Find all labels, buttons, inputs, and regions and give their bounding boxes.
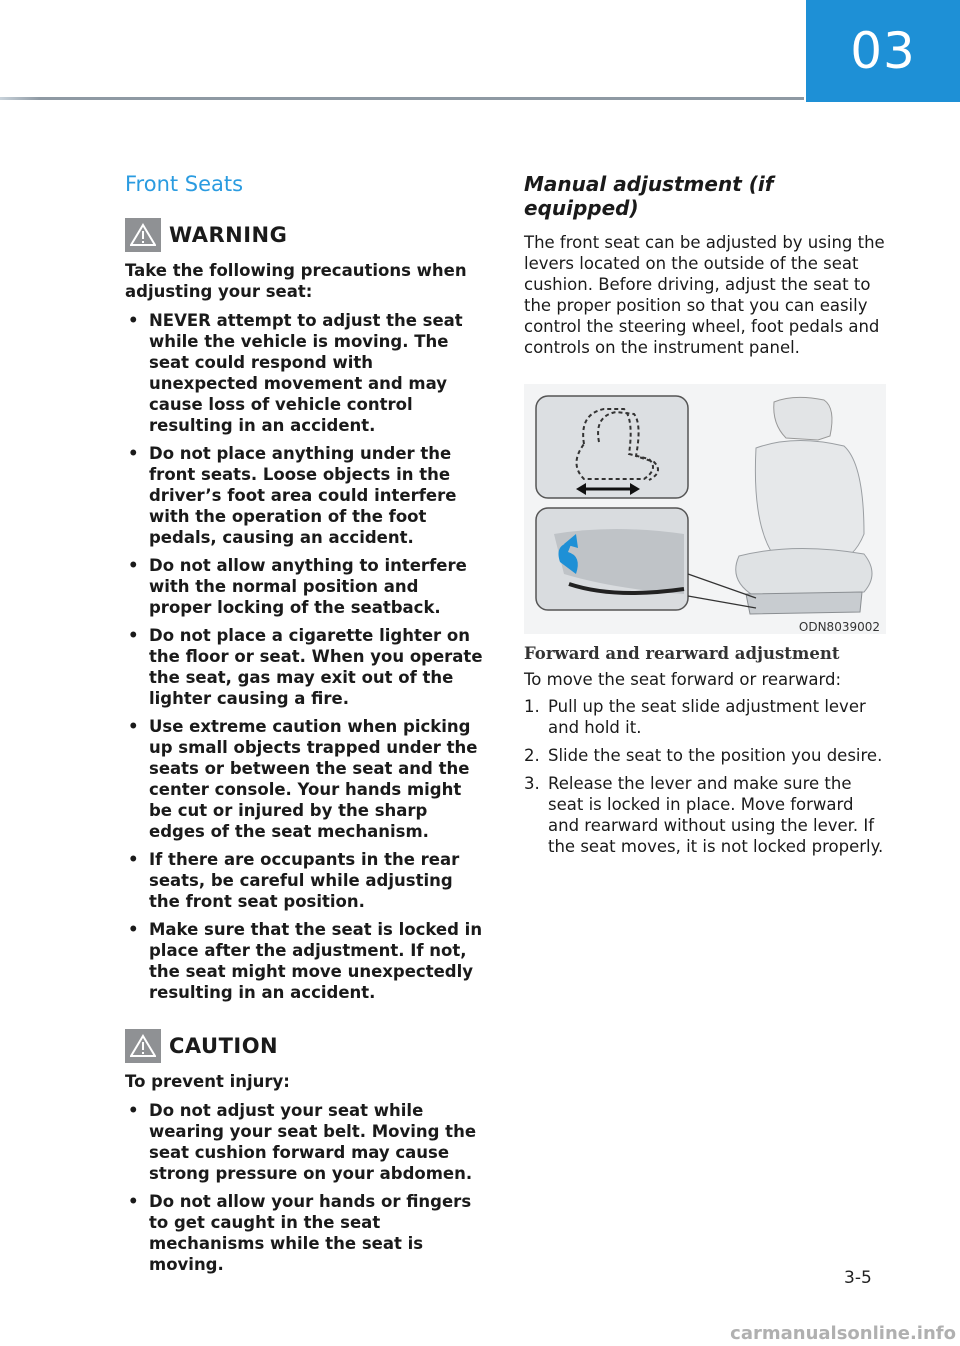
warning-intro: Take the following precautions when adjusting your seat:	[125, 261, 467, 301]
warning-block	[125, 218, 485, 1003]
caution-block	[125, 1029, 485, 1275]
caution-intro: To prevent injury:	[125, 1072, 290, 1091]
warning-heading-row	[125, 218, 485, 252]
caution-heading: CAUTION	[169, 1034, 279, 1058]
seat-illustration	[524, 384, 886, 634]
caution-list	[125, 1100, 485, 1275]
forward-rearward-subheading: Forward and rearward adjustment	[524, 644, 840, 663]
list-item: • NEVER attempt to adjust the seat while the vehicle is moving. The seat could respond with unexpected movement and may cause loss of vehicle control resulting in an accident.	[128, 311, 463, 435]
list-item: • Make sure that the seat is locked in place after the adjustment. If not, the seat might move unexpectedly resulting in an accident.	[128, 920, 483, 1002]
list-item: • Do not place anything under the front seats. Loose objects in the driver’s foot area could interfere with the operation of the foot pedals, causing an accident.	[128, 444, 457, 547]
warning-triangle-icon	[125, 218, 161, 252]
header-rule	[0, 97, 804, 100]
page-number: 3-5	[844, 1268, 872, 1288]
list-item: • Use extreme caution when picking up small objects trapped under the seats or between the seat and the center console. Your hands might be cut or injured by the sharp edges of the seat mechanism.	[128, 717, 478, 841]
watermark: carmanualsonline.info	[730, 1323, 956, 1344]
warning-heading: WARNING	[169, 223, 288, 247]
list-item: • If there are occupants in the rear seats, be careful while adjusting the front seat position.	[128, 850, 460, 911]
manual-adjustment-title: Manual adjustment (if equipped)	[524, 172, 774, 220]
right-column	[524, 170, 886, 864]
list-item: 2. Slide the seat to the position you desire.	[524, 746, 883, 765]
list-item: 3. Release the lever and make sure the seat is locked in place. Move forward and rearward without using the lever. If the seat moves, it is not locked properly.	[524, 774, 884, 856]
caution-heading-row	[125, 1029, 485, 1063]
chapter-number: 03	[850, 22, 916, 80]
steps-intro: To move the seat forward or rearward:	[524, 670, 842, 689]
list-item: • Do not allow anything to interfere with the normal position and proper locking of the seatback.	[128, 556, 467, 617]
list-item: • Do not allow your hands or fingers to get caught in the seat mechanisms while the seat is moving.	[128, 1192, 472, 1274]
list-item: • Do not place a cigarette lighter on the floor or seat. When you operate the seat, gas may exit out of the lighter causing a fire.	[128, 626, 483, 708]
steps-list	[524, 696, 886, 857]
warning-list	[125, 310, 485, 1003]
list-item: • Do not adjust your seat while wearing your seat belt. Moving the seat cushion forward may cause strong pressure on your abdomen.	[128, 1101, 477, 1183]
list-item: 1. Pull up the seat slide adjustment lever and hold it.	[524, 697, 866, 737]
manual-intro: The front seat can be adjusted by using the levers located on the outside of the seat cushion. Before driving, adjust the seat to the proper position so that you can easily control the steering wheel, foot pedals and controls on the instrument panel.	[524, 233, 885, 357]
left-column	[125, 170, 485, 1282]
section-title: Front Seats	[125, 172, 244, 196]
chapter-tab	[806, 0, 960, 102]
caution-triangle-icon	[125, 1029, 161, 1063]
figure-code: ODN8039002	[798, 620, 880, 634]
seat-figure	[524, 384, 886, 634]
